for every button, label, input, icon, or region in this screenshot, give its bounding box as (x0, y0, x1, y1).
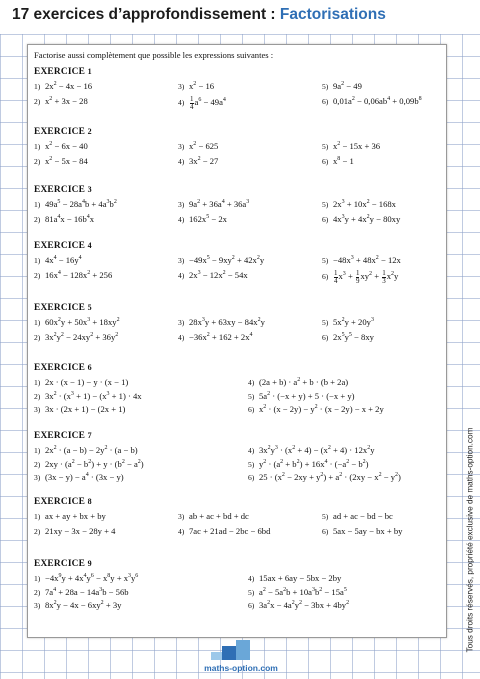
expression: $a^2 - 5a^2b + 10a^3b^2 - 15a^5$ (259, 586, 347, 597)
expression: $x^2 - 6x - 40$ (45, 141, 88, 151)
expression: $3x^2 - 27$ (189, 156, 219, 166)
expression-item: 4) 15ax + 6ay − 5bx − 2by (248, 573, 342, 583)
expression-item: 4) $(2a + b) \cdot a^2 + b \cdot (b + 2a)$ (248, 377, 349, 387)
maths-option-logo (196, 640, 286, 676)
title-accent: Factorisations (279, 6, 386, 23)
expression: $2x^2 - 4x - 16$ (45, 81, 93, 91)
expression: $81a^4x - 16b^4x$ (45, 214, 95, 224)
expression: $2x^3 - 12x^2 - 54x$ (189, 270, 248, 280)
expression-item: 6) $3a^2x - 4a^2y^2 - 3bx + 4by^2$ (248, 600, 350, 610)
instructions: Factorise aussi complètement que possible les expressions suivantes : (34, 50, 274, 60)
exercise-title: EXERCICE 9 (34, 559, 92, 569)
expression: $-48x^3 + 48x^2 - 12x$ (333, 255, 401, 265)
expression: 21xy − 3x − 28y + 4 (45, 526, 116, 536)
expression: $y^2 \cdot (a^2 + b^2) + 16x^4 \cdot (-a^2 - b^2)$ (259, 458, 369, 469)
expression: $x^2 - 15x + 36$ (333, 141, 381, 151)
expression: 5ax − 5ay − bx + by (333, 526, 403, 536)
expression-item: 4) $2x^3 - 12x^2 - 54x$ (178, 270, 248, 280)
expression: $x^2 \cdot (x - 2y) - y^2 \cdot (x - 2y) - x + 2y$ (259, 404, 384, 414)
expression: $2x^5y^5 - 8xy$ (333, 332, 374, 342)
exercise-title: EXERCICE 7 (34, 431, 92, 441)
expression: $9a^2 + 36a^4 + 36a^3$ (189, 199, 250, 209)
expression: $x^8 - 1$ (333, 156, 354, 166)
expression: $3x^2 \cdot (x^3 + 1) - (x^3 + 1) \cdot 4x$ (45, 390, 142, 401)
expression: $3a^2x - 4a^2y^2 - 3bx + 4by^2$ (259, 600, 350, 610)
logo-text: maths-option.com (204, 663, 278, 673)
expression: $(2a + b) \cdot a^2 + b \cdot (b + 2a)$ (259, 377, 349, 387)
exercise-sheet (27, 44, 447, 638)
expression: $49a^5 - 28a^4b + 4a^3b^2$ (45, 199, 117, 209)
expression: $4x^3y + 4x^2y - 80xy$ (333, 214, 401, 224)
expression-item: 2) $x^2 - 5x - 84$ (34, 156, 88, 166)
expression: $x^2 - 16$ (189, 81, 215, 91)
exercise-title: EXERCICE 8 (34, 497, 92, 507)
expression-item: 4) $162x^5 - 2x$ (178, 214, 227, 224)
expression-item: 2) $x^2 + 3x - 28$ (34, 96, 88, 106)
expression-item: 5) $2x^3 + 10x^2 - 168x$ (322, 199, 396, 209)
expression: $5a^2 \cdot (-x + y) + 5 \cdot (-x + y)$ (259, 390, 355, 401)
expression-item: 6) $4x^3y + 4x^2y - 80xy$ (322, 214, 401, 224)
expression-item: 6) $x^8 - 1$ (322, 156, 354, 166)
expression: $4x^4 - 16y^4$ (45, 255, 82, 265)
exercise-title: EXERCICE 4 (34, 241, 92, 251)
expression: $-4x^9y + 4x^4y^6 - x^8y + x^3y^6$ (45, 573, 139, 583)
expression-item: 1) $4x^4 - 16y^4$ (34, 255, 82, 265)
expression-item: 6) $2x^5y^5 - 8xy$ (322, 332, 374, 342)
expression: 2x · (x − 1) − y · (x − 1) (45, 377, 129, 387)
expression-item: 3) $28x^3y + 63xy - 84x^2y$ (178, 317, 265, 327)
expression-item: $1) -4x^9y + 4x^4y^6 - x^8y + x^3y^6$ (34, 573, 139, 583)
expression-item: 3) $(3x - y) - a^4 \cdot (3x - y)$ (34, 472, 124, 482)
expression-item: 3) ab + ac + bd + dc (178, 511, 249, 521)
expression: $8x^2y - 4x - 6xy^2 + 3y$ (45, 600, 122, 610)
expression-item: 2) $3x^2 \cdot (x^3 + 1) - (x^3 + 1) \cdot 4x$ (34, 390, 142, 401)
expression: 7ac + 21ad − 2bc − 6bd (189, 526, 271, 536)
expression-item: 2) $2xy \cdot (a^2 - b^2) + y \cdot (b^2 - a^2)$ (34, 458, 144, 469)
expression-item: 3) $x^2 - 625$ (178, 141, 219, 151)
expression-item: 6) $x^2 \cdot (x - 2y) - y^2 \cdot (x - 2y) - x + 2y$ (248, 404, 384, 414)
expression-item: 1) $2x^2 \cdot (a - b) - 2y^2 \cdot (a - b)$ (34, 445, 138, 455)
expression-item: 3) $x^2 - 16$ (178, 81, 215, 91)
expression: $2xy \cdot (a^2 - b^2) + y \cdot (b^2 - a^2)$ (45, 458, 144, 469)
expression: $\frac{1}{4}$ $x^3$ + $\frac{1}{9}$ $xy^2$ + $\frac{1}{3}$ $x^2y$ (334, 269, 399, 285)
expression: $\frac{1}{4}$ $a^6 - 49a^4$ (190, 95, 226, 111)
copyright-side-text: Tous droits réservés, propriété exclusive de maths-option.com (465, 427, 475, 653)
expression-item: 5) $y^2 \cdot (a^2 + b^2) + 16x^4 \cdot (-a^2 - b^2)$ (248, 458, 369, 469)
expression: $-49x^5 - 9xy^2 + 42x^2y$ (189, 255, 265, 265)
expression: $25 \cdot (x^2 - 2xy + y^2) + a^2 \cdot (2xy - x^2 - y^2)$ (259, 472, 401, 482)
expression: $x^2 - 5x - 84$ (45, 156, 88, 166)
expression: 3x · (2x + 1) − (2x + 1) (45, 404, 126, 414)
expression-item: 5) $5x^2y + 20y^3$ (322, 317, 374, 327)
expression: $3x^2y^3 \cdot (x^2 + 4) - (x^2 + 4) \cdot 12x^2y$ (259, 445, 375, 455)
expression-item: 1) $60x^2y + 50x^3 + 18xy^2$ (34, 317, 120, 327)
expression-item: 1) ax + ay + bx + by (34, 511, 106, 521)
expression-item: 3) 3x · (2x + 1) − (2x + 1) (34, 404, 126, 414)
page-title (12, 6, 386, 24)
expression: ax + ay + bx + by (45, 511, 106, 521)
expression: $x^2 + 3x - 28$ (45, 96, 88, 106)
expression-item: 5) $x^2 - 15x + 36$ (322, 141, 381, 151)
exercise-title: EXERCICE 3 (34, 185, 92, 195)
expression: $60x^2y + 50x^3 + 18xy^2$ (45, 317, 120, 327)
expression-item: 2) $16x^4 - 128x^2 + 256$ (34, 270, 113, 280)
expression: $-36x^2 + 162 + 2x^4$ (189, 332, 253, 342)
exercise-title: EXERCICE 6 (34, 363, 92, 373)
expression-item: 6) $\frac{1}{4}$ $x^3$ + $\frac{1}{9}$ $xy^2$ + $\frac{1}{3}$ $x^2y$ (322, 269, 399, 285)
expression: $7a^4 + 28a - 14a^3b - 56b$ (45, 586, 129, 597)
expression: $2x^3 + 10x^2 - 168x$ (333, 199, 396, 209)
expression-item: 5) $5a^2 \cdot (-x + y) + 5 \cdot (-x + y)$ (248, 390, 355, 401)
expression-item: 5) ad + ac − bd − bc (322, 511, 393, 521)
expression: $16x^4 - 128x^2 + 256$ (45, 270, 113, 280)
expression-item: 6) $25 \cdot (x^2 - 2xy + y^2) + a^2 \cdot (2xy - x^2 - y^2)$ (248, 472, 401, 482)
title-main: 17 exercices d’approfondissement : (12, 6, 280, 23)
exercise-title: EXERCICE 1 (34, 67, 92, 77)
expression: $5x^2y + 20y^3$ (333, 317, 374, 327)
expression-item: 3) $9a^2 + 36a^4 + 36a^3$ (178, 199, 250, 209)
expression-item: 5) $a^2 - 5a^2b + 10a^3b^2 - 15a^5$ (248, 586, 347, 597)
expression-item: 1) $2x^2 - 4x - 16$ (34, 81, 93, 91)
expression-item: $4) -36x^2 + 162 + 2x^4$ (178, 332, 253, 342)
expression-item: 1) 2x · (x − 1) − y · (x − 1) (34, 377, 129, 387)
logo-block (236, 640, 250, 660)
page-header (0, 0, 480, 34)
expression: $162x^5 - 2x$ (189, 214, 227, 224)
expression-item: 5) $9a^2 - 49$ (322, 81, 362, 91)
expression-item: 6) $0,01a^2 - 0,06ab^4 + 0,09b^8$ (322, 96, 422, 106)
expression-item: $5) -48x^3 + 48x^2 - 12x$ (322, 255, 401, 265)
expression: $3x^2y^2 - 24xy^2 + 36y^2$ (45, 332, 119, 342)
expression: $(3x - y) - a^4 \cdot (3x - y)$ (45, 472, 124, 482)
expression-item: 1) $x^2 - 6x - 40$ (34, 141, 88, 151)
expression-item: 2) $81a^4x - 16b^4x$ (34, 214, 95, 224)
expression-item: $3) -49x^5 - 9xy^2 + 42x^2y$ (178, 255, 265, 265)
expression-item: 1) $49a^5 - 28a^4b + 4a^3b^2$ (34, 199, 117, 209)
expression-item: 4) 7ac + 21ad − 2bc − 6bd (178, 526, 271, 536)
expression: $0,01a^2 - 0,06ab^4 + 0,09b^8$ (333, 96, 422, 106)
expression-item: 2) $3x^2y^2 - 24xy^2 + 36y^2$ (34, 332, 119, 342)
expression: ab + ac + bd + dc (189, 511, 249, 521)
expression-item: 4) $3x^2y^3 \cdot (x^2 + 4) - (x^2 + 4) \cdot 12x^2y$ (248, 445, 375, 455)
expression: $2x^2 \cdot (a - b) - 2y^2 \cdot (a - b)$ (45, 445, 138, 455)
expression-item: 3) $8x^2y - 4x - 6xy^2 + 3y$ (34, 600, 122, 610)
expression-item: 2) 21xy − 3x − 28y + 4 (34, 526, 116, 536)
expression: $9a^2 - 49$ (333, 81, 362, 91)
exercise-title: EXERCICE 2 (34, 127, 92, 137)
expression-item: 2) $7a^4 + 28a - 14a^3b - 56b$ (34, 586, 129, 597)
expression-item: 4) $3x^2 - 27$ (178, 156, 219, 166)
expression: $x^2 - 625$ (189, 141, 219, 151)
exercise-title: EXERCICE 5 (34, 303, 92, 313)
expression: $28x^3y + 63xy - 84x^2y$ (189, 317, 265, 327)
expression-item: 6) 5ax − 5ay − bx + by (322, 526, 403, 536)
expression: ad + ac − bd − bc (333, 511, 393, 521)
expression: 15ax + 6ay − 5bx − 2by (259, 573, 342, 583)
expression-item: 4) $\frac{1}{4}$ $a^6 - 49a^4$ (178, 95, 226, 111)
